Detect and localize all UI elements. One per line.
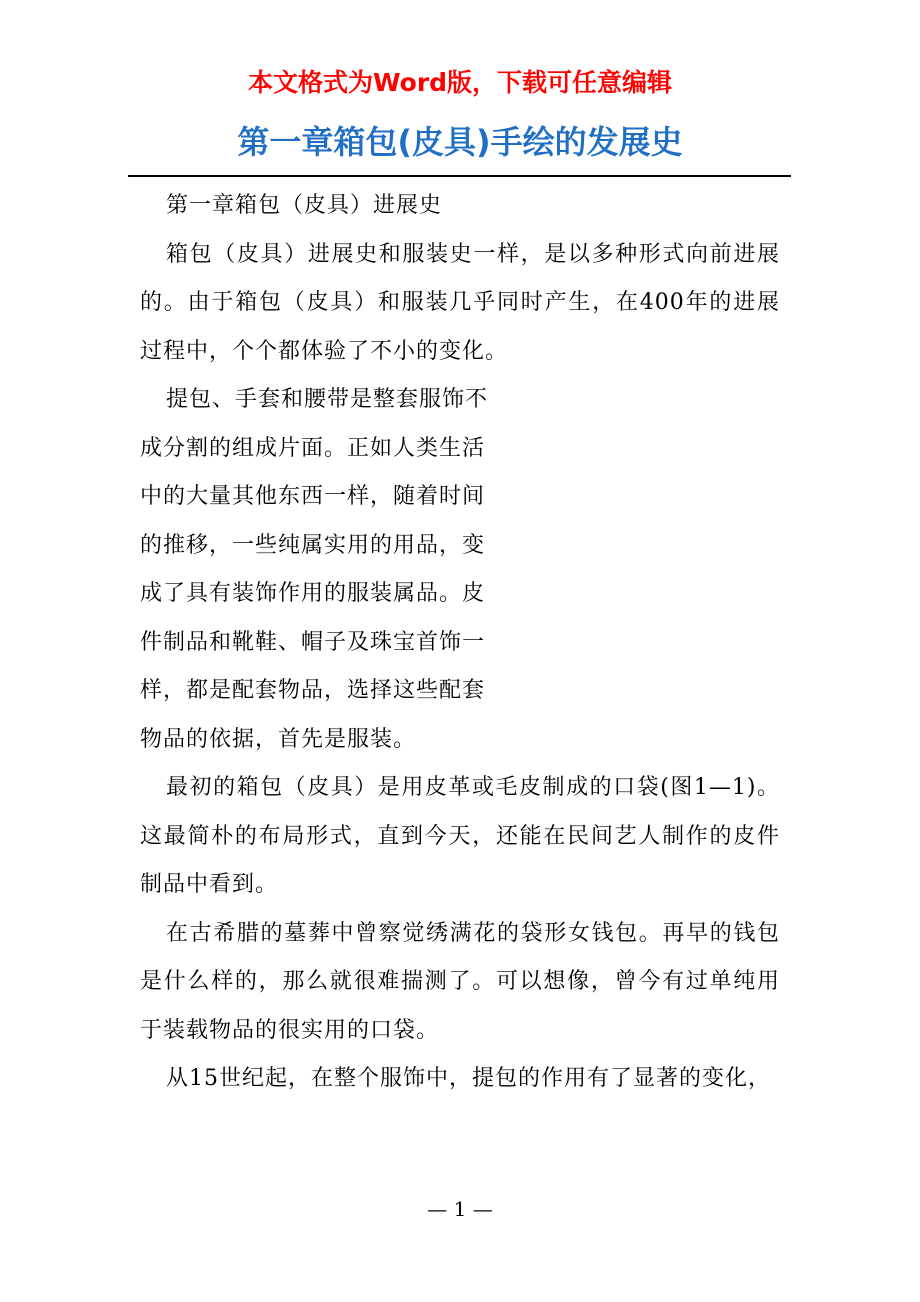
paragraph-accessories: 提包、手套和腰带是整套服饰不成分割的组成片面。正如人类生活中的大量其他东西一样，随着时间的推移，一些纯属实用的用品，变成了具有装饰作用的服装属品。皮件制品和靴鞋、帽子及珠宝首饰一样，都是配套物品，选择这些配套物品的依据，首先是服装。	[140, 387, 489, 752]
paragraph-15th-century: 从15世纪起，在整个服饰中，提包的作用有了显著的变化，	[166, 1066, 771, 1091]
paragraph-ancient-greece: 在古希腊的墓葬中曾察觉绣满花的袋形女钱包。再早的钱包是什么样的，那么就很难揣测了。可以想像，曾今有过单纯用于装载物品的很实用的口袋。	[140, 920, 780, 1043]
paragraph-intro: 箱包（皮具）进展史和服装史一样，是以多种形式向前进展的。由于箱包（皮具）和服装几乎同时产生，在400年的进展过程中，个个都体验了不小的变化。	[140, 241, 780, 364]
section-heading: 第一章箱包（皮具）进展史	[166, 193, 443, 218]
paragraph-origins: 最初的箱包（皮具）是用皮革或毛皮制成的口袋(图1—1)。这最简朴的布局形式，直到今天，还能在民间艺人制作的皮件制品中看到。	[140, 775, 780, 897]
document-title: 第一章箱包(皮具)手绘的发展史	[237, 123, 683, 161]
title-divider	[128, 175, 791, 177]
page-number: — 1 —	[427, 1197, 493, 1221]
document-body	[140, 182, 780, 1104]
download-banner: 本文格式为Word版，下载可任意编辑	[247, 68, 673, 97]
